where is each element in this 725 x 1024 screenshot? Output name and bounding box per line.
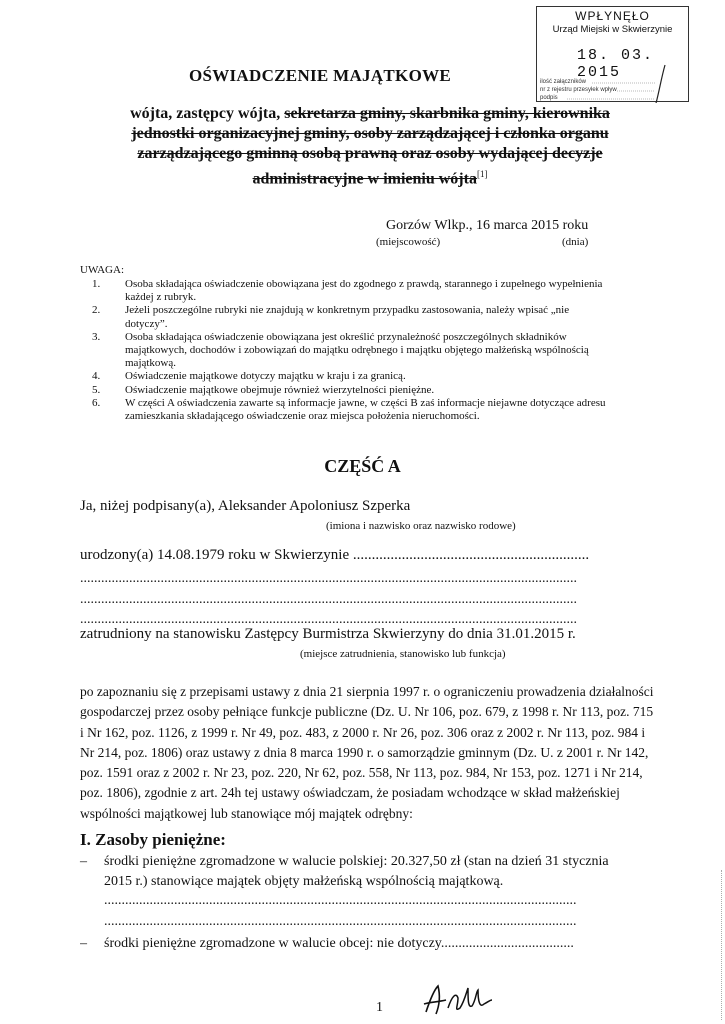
stamp-signature-line: podpis: [540, 95, 558, 101]
page-number: 1: [376, 1000, 383, 1015]
list-item: 2. Jeżeli poszczególne rubryki nie znajdują w konkretnym przypadku zastosowania, należy wpisać „nie dotyczy”.: [92, 304, 570, 330]
subtitle-struck-2: jednostki organizacyjnej gminy, osoby zarządzającej i członka organu: [131, 125, 609, 142]
list-item: 1. Osoba składająca oświadczenie obowiązana jest do zgodnego z prawdą, starannego i zupełnego wypełnienia każdej z rubryk.: [92, 278, 603, 304]
dotted-line: ..............................................................................................................................................: [80, 592, 577, 607]
subtitle-struck-3: zarządzającego gminną osobą prawną oraz osoby wydającej decyzje: [137, 145, 603, 162]
subtitle-active: wójta, zastępcy wójta,: [130, 105, 285, 122]
document-subtitle: [90, 104, 650, 189]
list-item: 3. Osoba składająca oświadczenie obowiązana jest określić przynależność poszczególnych składników majątkowych, dochodów i zobowiązań do majątku odrębnego i majątku objętego małżeńską wspólnością majątkową.: [92, 330, 589, 370]
declarant-name-line: Ja, niżej podpisany(a), Aleksander Apoloniusz Szperka: [80, 498, 411, 514]
registration-stamp: [536, 6, 689, 102]
place-date: Gorzów Wlkp., 16 marca 2015 roku: [386, 218, 589, 233]
foreign-funds-item: – środki pieniężne zgromadzone w walucie obcej: nie dotyczy......................................: [80, 936, 574, 951]
part-a-heading: CZĘŚĆ A: [324, 456, 401, 476]
dotted-line: .......................................................................................................................................: [104, 893, 577, 908]
dotted-line: ..............................................................................................................................................: [80, 571, 577, 586]
place-label: (miejscowość): [376, 236, 441, 248]
pln-funds-item: – środki pieniężne zgromadzone w walucie polskiej: 20.327,50 zł (stan na dzień 31 stycznia 2015 r.) stanowiące majątek objęty małżeńską wspólnością majątkową.: [80, 854, 609, 889]
footnote-ref: [1]: [476, 169, 488, 179]
handwritten-signature: [420, 982, 495, 1020]
stamp-office: Urząd Miejski w Skwierzynie: [552, 24, 673, 35]
name-caption: (imiona i nazwisko oraz nazwisko rodowe): [326, 520, 516, 532]
stamp-date: 18. 03. 2015: [577, 47, 655, 81]
list-item: 5. Oświadczenie majątkowe obejmuje również wierzytelności pieniężne.: [92, 383, 435, 396]
born-line: urodzony(a) 14.08.1979 roku w Skwierzynie ...............................................................: [80, 547, 590, 563]
stamp-lines: [537, 7, 690, 103]
list-item: 4. Oświadczenie majątkowe dotyczy majątku w kraju i za granicą.: [92, 370, 406, 383]
date-label: (dnia): [562, 236, 589, 248]
dotted-line: ..............................................................................................................................................: [80, 612, 577, 627]
section-1-heading: I. Zasoby pieniężne:: [80, 830, 226, 849]
scan-edge: [720, 870, 722, 1020]
uwaga-heading: UWAGA:: [80, 264, 124, 276]
dotted-line: .......................................................................................................................................: [104, 914, 577, 929]
list-item: 6. W części A oświadczenia zawarte są informacje jawne, w części B zaś informacje niejawne dotyczące adresu zamieszkania składającego oświadczenie oraz miejsca położenia nieruchomości.: [92, 396, 606, 423]
document-title: OŚWIADCZENIE MAJĄTKOWE: [188, 66, 452, 85]
employment-caption: (miejsce zatrudnienia, stanowisko lub funkcja): [300, 648, 506, 660]
subtitle-struck-4: administracyjne w imieniu wójta: [252, 170, 477, 188]
stamp-register-line: nr z rejestru przesyłek wpływ: [540, 87, 617, 93]
uwaga-list: [92, 278, 652, 423]
subtitle-struck-1: sekretarza gminy, skarbnika gminy, kierownika: [284, 105, 610, 122]
stamp-title: WPŁYNĘŁO: [575, 9, 650, 23]
legal-paragraph: po zapoznaniu się z przepisami ustawy z dnia 21 sierpnia 1997 r. o ograniczeniu prowadzenia działalności gospodarczej przez osoby pełniące funkcje publiczne (Dz. U. Nr 106, poz. 679, z 1998 r. Nr 113, poz. 715 i Nr 162, poz. 1126, z 1999 r. Nr 49, poz. 483, z 2000 r. Nr 26, poz. 306 oraz z 2002 r. Nr 113, poz. 984 i Nr 214, poz. 1806) oraz ustawy z dnia 8 marca 1990 r. o samorządzie gminnym (Dz. U. z 2001 r. Nr 142, poz. 1591 oraz z 2002 r. Nr 23, poz. 220, Nr 62, poz. 558, Nr 113, poz. 984, Nr 153, poz. 1271 i Nr 214, poz. 1806), zgodnie z art. 24h tej ustawy oświadczam, że posiadam wchodzące w skład małżeńskiej wspólności majątkowej lub stanowiące mój majątek odrębny:: [80, 684, 654, 821]
stamp-attachments-line: ilość załączników: [540, 79, 587, 85]
employment-line: zatrudniony na stanowisku Zastępcy Burmistrza Skwierzyny do dnia 31.01.2015 r.: [80, 626, 576, 642]
